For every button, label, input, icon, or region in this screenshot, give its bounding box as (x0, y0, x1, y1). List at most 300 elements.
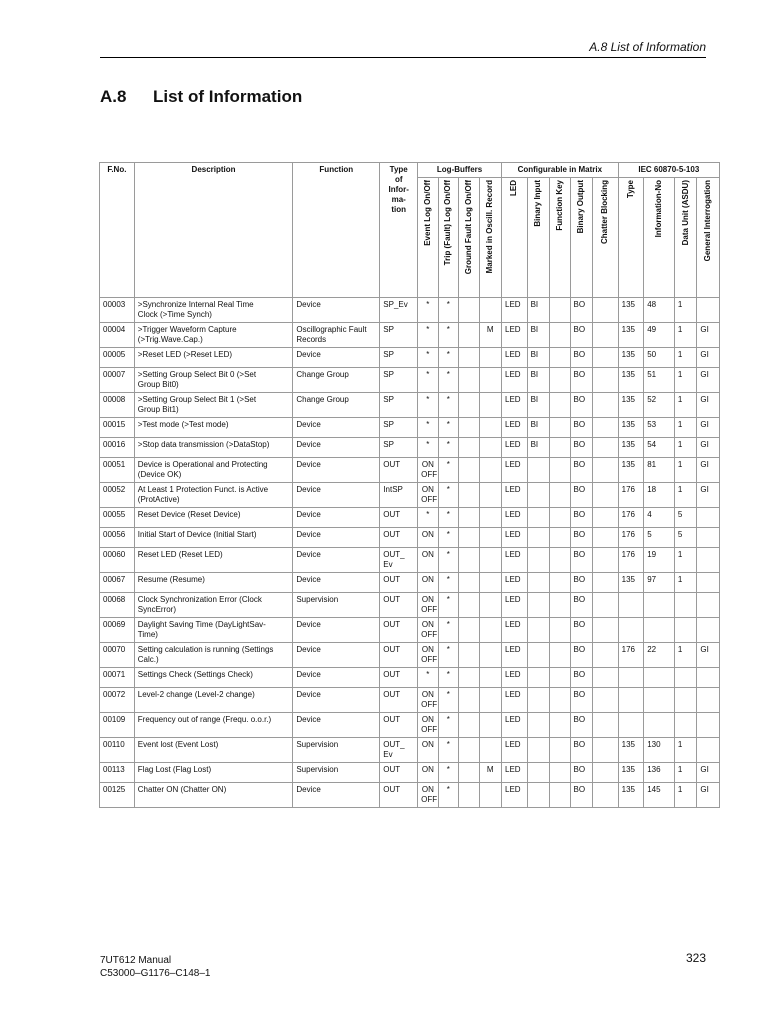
cell-binary-output: BO (570, 763, 593, 783)
cell-event-log: * (418, 298, 438, 323)
cell-type: OUT (380, 668, 418, 688)
cell-function: Device (293, 643, 380, 668)
cell-marked-oscill: M (479, 763, 502, 783)
cell-led: LED (502, 323, 528, 348)
table-row (100, 483, 720, 508)
cell-function-key (550, 618, 570, 643)
cell-event-log: * (418, 668, 438, 688)
cell-data-unit: 1 (674, 348, 697, 368)
cell-fno: 00069 (100, 618, 135, 643)
cell-event-log: ON OFF (418, 593, 438, 618)
header-event-log: Event Log On/Off (418, 178, 438, 298)
cell-function-key (550, 368, 570, 393)
cell-binary-input: BI (527, 348, 550, 368)
table-row (100, 573, 720, 593)
cell-type: OUT_ Ev (380, 738, 418, 763)
cell-description: Level-2 change (Level-2 change) (134, 688, 293, 713)
cell-binary-input (527, 738, 550, 763)
cell-ground-fault-log (459, 593, 479, 618)
cell-led: LED (502, 528, 528, 548)
cell-binary-input: BI (527, 438, 550, 458)
cell-binary-input: BI (527, 323, 550, 348)
cell-marked-oscill (479, 713, 502, 738)
cell-marked-oscill (479, 458, 502, 483)
cell-information-no: 97 (644, 573, 675, 593)
cell-chatter-blocking (593, 393, 619, 418)
cell-event-log: ON (418, 548, 438, 573)
cell-event-log: ON (418, 573, 438, 593)
cell-fno: 00004 (100, 323, 135, 348)
header-trip-log: Trip (Fault) Log On/Off (438, 178, 458, 298)
cell-data-unit (674, 688, 697, 713)
cell-binary-input (527, 668, 550, 688)
cell-general-interrogation: GI (697, 643, 720, 668)
cell-description: Reset Device (Reset Device) (134, 508, 293, 528)
header-iec: IEC 60870-5-103 (618, 163, 719, 178)
cell-general-interrogation: GI (697, 483, 720, 508)
cell-function-key (550, 458, 570, 483)
cell-function: Device (293, 418, 380, 438)
cell-led: LED (502, 298, 528, 323)
cell-fno: 00072 (100, 688, 135, 713)
cell-data-unit: 1 (674, 298, 697, 323)
cell-event-log: * (418, 438, 438, 458)
cell-ground-fault-log (459, 783, 479, 808)
cell-data-unit: 1 (674, 783, 697, 808)
cell-ground-fault-log (459, 643, 479, 668)
cell-iec-type: 135 (618, 418, 644, 438)
cell-general-interrogation (697, 508, 720, 528)
running-header: A.8 List of Information (589, 40, 706, 54)
cell-description: Device is Operational and Protecting (Device OK) (134, 458, 293, 483)
cell-chatter-blocking (593, 713, 619, 738)
cell-fno: 00109 (100, 713, 135, 738)
table-row (100, 348, 720, 368)
cell-data-unit: 5 (674, 528, 697, 548)
cell-function-key (550, 548, 570, 573)
cell-fno: 00008 (100, 393, 135, 418)
cell-information-no: 51 (644, 368, 675, 393)
cell-function-key (550, 643, 570, 668)
cell-marked-oscill (479, 668, 502, 688)
cell-iec-type: 135 (618, 763, 644, 783)
cell-function: Supervision (293, 763, 380, 783)
header-marked-oscill: Marked in Oscill. Record (479, 178, 502, 298)
cell-description: >Setting Group Select Bit 0 (>Set Group Bit0) (134, 368, 293, 393)
table-row (100, 368, 720, 393)
cell-type: SP_Ev (380, 298, 418, 323)
cell-marked-oscill (479, 438, 502, 458)
cell-led: LED (502, 738, 528, 763)
header-led: LED (502, 178, 528, 298)
cell-trip-log: * (438, 418, 458, 438)
cell-data-unit: 1 (674, 368, 697, 393)
cell-trip-log: * (438, 348, 458, 368)
cell-marked-oscill: M (479, 323, 502, 348)
cell-trip-log: * (438, 713, 458, 738)
cell-type: SP (380, 393, 418, 418)
cell-data-unit: 1 (674, 323, 697, 348)
cell-ground-fault-log (459, 713, 479, 738)
cell-function-key (550, 438, 570, 458)
cell-data-unit (674, 668, 697, 688)
cell-ground-fault-log (459, 688, 479, 713)
cell-function: Device (293, 618, 380, 643)
cell-iec-type: 135 (618, 368, 644, 393)
cell-marked-oscill (479, 348, 502, 368)
cell-ground-fault-log (459, 323, 479, 348)
cell-type: IntSP (380, 483, 418, 508)
header-ground-fault-log: Ground Fault Log On/Off (459, 178, 479, 298)
cell-function-key (550, 483, 570, 508)
cell-binary-output: BO (570, 573, 593, 593)
section-number: A.8 (100, 87, 127, 106)
cell-fno: 00015 (100, 418, 135, 438)
cell-function-key (550, 688, 570, 713)
page-number: 323 (685, 951, 706, 965)
cell-description: Settings Check (Settings Check) (134, 668, 293, 688)
cell-binary-input (527, 593, 550, 618)
table-row (100, 393, 720, 418)
cell-led: LED (502, 783, 528, 808)
cell-chatter-blocking (593, 618, 619, 643)
cell-binary-output: BO (570, 548, 593, 573)
cell-iec-type: 176 (618, 483, 644, 508)
cell-type: SP (380, 348, 418, 368)
cell-iec-type: 135 (618, 298, 644, 323)
cell-description: >Stop data transmission (>DataStop) (134, 438, 293, 458)
table-row (100, 438, 720, 458)
cell-general-interrogation: GI (697, 393, 720, 418)
cell-function-key (550, 593, 570, 618)
cell-binary-output: BO (570, 348, 593, 368)
cell-ground-fault-log (459, 763, 479, 783)
table-row (100, 528, 720, 548)
cell-function: Device (293, 458, 380, 483)
cell-function: Device (293, 508, 380, 528)
cell-type: OUT (380, 763, 418, 783)
cell-fno: 00003 (100, 298, 135, 323)
cell-data-unit: 1 (674, 393, 697, 418)
cell-led: LED (502, 458, 528, 483)
cell-function-key (550, 738, 570, 763)
cell-type: OUT (380, 573, 418, 593)
cell-function: Device (293, 528, 380, 548)
header-log-buffers: Log-Buffers (418, 163, 502, 178)
cell-iec-type: 176 (618, 548, 644, 573)
cell-general-interrogation: GI (697, 458, 720, 483)
cell-fno: 00071 (100, 668, 135, 688)
cell-function-key (550, 763, 570, 783)
cell-fno: 00005 (100, 348, 135, 368)
cell-iec-type: 135 (618, 323, 644, 348)
cell-information-no: 54 (644, 438, 675, 458)
cell-information-no (644, 688, 675, 713)
header-iec-type: Type (618, 178, 644, 298)
header-type: Type of Infor- ma- tion (380, 163, 418, 298)
cell-event-log: * (418, 393, 438, 418)
cell-chatter-blocking (593, 668, 619, 688)
cell-function-key (550, 418, 570, 438)
cell-ground-fault-log (459, 298, 479, 323)
cell-chatter-blocking (593, 738, 619, 763)
cell-information-no (644, 713, 675, 738)
cell-led: LED (502, 713, 528, 738)
cell-marked-oscill (479, 593, 502, 618)
cell-chatter-blocking (593, 763, 619, 783)
cell-led: LED (502, 368, 528, 393)
cell-led: LED (502, 483, 528, 508)
cell-general-interrogation (697, 573, 720, 593)
cell-trip-log: * (438, 323, 458, 348)
cell-binary-output: BO (570, 418, 593, 438)
cell-general-interrogation: GI (697, 438, 720, 458)
cell-information-no (644, 593, 675, 618)
cell-function: Device (293, 688, 380, 713)
cell-chatter-blocking (593, 783, 619, 808)
cell-chatter-blocking (593, 573, 619, 593)
cell-marked-oscill (479, 418, 502, 438)
cell-iec-type (618, 668, 644, 688)
cell-ground-fault-log (459, 508, 479, 528)
cell-fno: 00125 (100, 783, 135, 808)
cell-function-key (550, 713, 570, 738)
cell-event-log: ON OFF (418, 713, 438, 738)
table-row (100, 668, 720, 688)
cell-description: Setting calculation is running (Settings Calc.) (134, 643, 293, 668)
cell-ground-fault-log (459, 738, 479, 763)
cell-general-interrogation (697, 528, 720, 548)
cell-chatter-blocking (593, 418, 619, 438)
cell-function: Device (293, 483, 380, 508)
cell-type: OUT (380, 688, 418, 713)
table-row (100, 783, 720, 808)
cell-function: Supervision (293, 738, 380, 763)
cell-binary-output: BO (570, 438, 593, 458)
cell-binary-output: BO (570, 668, 593, 688)
cell-ground-fault-log (459, 528, 479, 548)
cell-function: Change Group (293, 368, 380, 393)
cell-binary-input: BI (527, 393, 550, 418)
cell-binary-output: BO (570, 458, 593, 483)
table-row (100, 323, 720, 348)
table-row (100, 643, 720, 668)
cell-description: Resume (Resume) (134, 573, 293, 593)
information-table (99, 162, 720, 808)
cell-information-no: 4 (644, 508, 675, 528)
cell-data-unit: 1 (674, 548, 697, 573)
cell-general-interrogation (697, 593, 720, 618)
cell-general-interrogation: GI (697, 348, 720, 368)
cell-led: LED (502, 348, 528, 368)
cell-general-interrogation (697, 298, 720, 323)
header-binary-input: Binary Input (527, 178, 550, 298)
cell-binary-input (527, 548, 550, 573)
cell-iec-type (618, 618, 644, 643)
cell-binary-input (527, 713, 550, 738)
footer-left (100, 954, 210, 980)
cell-function: Oscillographic Fault Records (293, 323, 380, 348)
cell-trip-log: * (438, 458, 458, 483)
cell-chatter-blocking (593, 348, 619, 368)
cell-marked-oscill (479, 573, 502, 593)
cell-led: LED (502, 763, 528, 783)
cell-type: OUT (380, 508, 418, 528)
cell-ground-fault-log (459, 458, 479, 483)
cell-type: SP (380, 323, 418, 348)
table-row (100, 738, 720, 763)
cell-information-no (644, 668, 675, 688)
cell-iec-type: 135 (618, 393, 644, 418)
cell-description: Chatter ON (Chatter ON) (134, 783, 293, 808)
cell-ground-fault-log (459, 483, 479, 508)
cell-trip-log: * (438, 393, 458, 418)
cell-information-no: 5 (644, 528, 675, 548)
cell-led: LED (502, 643, 528, 668)
cell-information-no: 18 (644, 483, 675, 508)
cell-ground-fault-log (459, 618, 479, 643)
cell-description: Clock Synchronization Error (Clock SyncError) (134, 593, 293, 618)
cell-fno: 00113 (100, 763, 135, 783)
cell-function-key (550, 668, 570, 688)
cell-iec-type (618, 688, 644, 713)
cell-marked-oscill (479, 368, 502, 393)
cell-function: Supervision (293, 593, 380, 618)
header-general-interrogation: General Interrogation (697, 178, 720, 298)
cell-information-no: 48 (644, 298, 675, 323)
header-function-key: Function Key (550, 178, 570, 298)
cell-chatter-blocking (593, 458, 619, 483)
cell-event-log: * (418, 418, 438, 438)
cell-event-log: ON OFF (418, 783, 438, 808)
cell-event-log: ON OFF (418, 688, 438, 713)
cell-chatter-blocking (593, 438, 619, 458)
section-title: List of Information (153, 87, 303, 106)
cell-trip-log: * (438, 438, 458, 458)
cell-data-unit: 1 (674, 738, 697, 763)
cell-trip-log: * (438, 763, 458, 783)
cell-general-interrogation (697, 668, 720, 688)
cell-binary-input (527, 618, 550, 643)
cell-general-interrogation (697, 618, 720, 643)
cell-binary-input: BI (527, 418, 550, 438)
cell-event-log: * (418, 368, 438, 393)
cell-binary-input (527, 508, 550, 528)
cell-binary-output: BO (570, 368, 593, 393)
cell-iec-type: 176 (618, 643, 644, 668)
cell-function: Device (293, 783, 380, 808)
cell-fno: 00067 (100, 573, 135, 593)
cell-trip-log: * (438, 368, 458, 393)
cell-event-log: * (418, 508, 438, 528)
cell-chatter-blocking (593, 508, 619, 528)
cell-type: OUT (380, 618, 418, 643)
cell-iec-type: 135 (618, 783, 644, 808)
cell-event-log: * (418, 323, 438, 348)
cell-function-key (550, 508, 570, 528)
cell-binary-input (527, 643, 550, 668)
table-row (100, 458, 720, 483)
cell-event-log: ON OFF (418, 618, 438, 643)
cell-data-unit: 1 (674, 573, 697, 593)
cell-description: Flag Lost (Flag Lost) (134, 763, 293, 783)
cell-event-log: * (418, 348, 438, 368)
cell-type: OUT (380, 713, 418, 738)
cell-description: >Synchronize Internal Real Time Clock (>Time Synch) (134, 298, 293, 323)
cell-information-no: 81 (644, 458, 675, 483)
cell-ground-fault-log (459, 548, 479, 573)
header-configurable-matrix: Configurable in Matrix (502, 163, 619, 178)
cell-ground-fault-log (459, 573, 479, 593)
table-row (100, 688, 720, 713)
cell-binary-input (527, 763, 550, 783)
cell-marked-oscill (479, 548, 502, 573)
cell-function: Change Group (293, 393, 380, 418)
cell-trip-log: * (438, 548, 458, 573)
cell-trip-log: * (438, 593, 458, 618)
cell-information-no: 19 (644, 548, 675, 573)
cell-led: LED (502, 548, 528, 573)
cell-trip-log: * (438, 508, 458, 528)
cell-trip-log: * (438, 738, 458, 763)
cell-fno: 00110 (100, 738, 135, 763)
cell-marked-oscill (479, 643, 502, 668)
cell-ground-fault-log (459, 368, 479, 393)
cell-binary-input: BI (527, 368, 550, 393)
header-function: Function (293, 163, 380, 298)
cell-binary-output: BO (570, 783, 593, 808)
footer-code: C53000–G1176–C148–1 (100, 968, 211, 979)
cell-marked-oscill (479, 738, 502, 763)
cell-event-log: ON (418, 738, 438, 763)
cell-marked-oscill (479, 783, 502, 808)
cell-iec-type: 135 (618, 573, 644, 593)
cell-led: LED (502, 393, 528, 418)
cell-binary-input (527, 458, 550, 483)
cell-iec-type (618, 593, 644, 618)
cell-general-interrogation: GI (697, 323, 720, 348)
cell-information-no: 136 (644, 763, 675, 783)
cell-function: Device (293, 298, 380, 323)
cell-chatter-blocking (593, 323, 619, 348)
cell-binary-input: BI (527, 298, 550, 323)
cell-trip-log: * (438, 483, 458, 508)
cell-binary-input (527, 783, 550, 808)
cell-ground-fault-log (459, 348, 479, 368)
cell-ground-fault-log (459, 418, 479, 438)
cell-function: Device (293, 548, 380, 573)
cell-function-key (550, 323, 570, 348)
cell-iec-type: 135 (618, 738, 644, 763)
cell-iec-type: 176 (618, 508, 644, 528)
cell-fno: 00051 (100, 458, 135, 483)
cell-chatter-blocking (593, 548, 619, 573)
cell-trip-log: * (438, 573, 458, 593)
cell-chatter-blocking (593, 368, 619, 393)
cell-general-interrogation (697, 713, 720, 738)
cell-event-log: ON (418, 763, 438, 783)
cell-marked-oscill (479, 298, 502, 323)
cell-chatter-blocking (593, 688, 619, 713)
table-body (100, 298, 720, 808)
cell-binary-output: BO (570, 298, 593, 323)
cell-led: LED (502, 508, 528, 528)
cell-data-unit: 1 (674, 763, 697, 783)
cell-description: Initial Start of Device (Initial Start) (134, 528, 293, 548)
cell-data-unit: 1 (674, 438, 697, 458)
cell-fno: 00016 (100, 438, 135, 458)
cell-information-no (644, 618, 675, 643)
